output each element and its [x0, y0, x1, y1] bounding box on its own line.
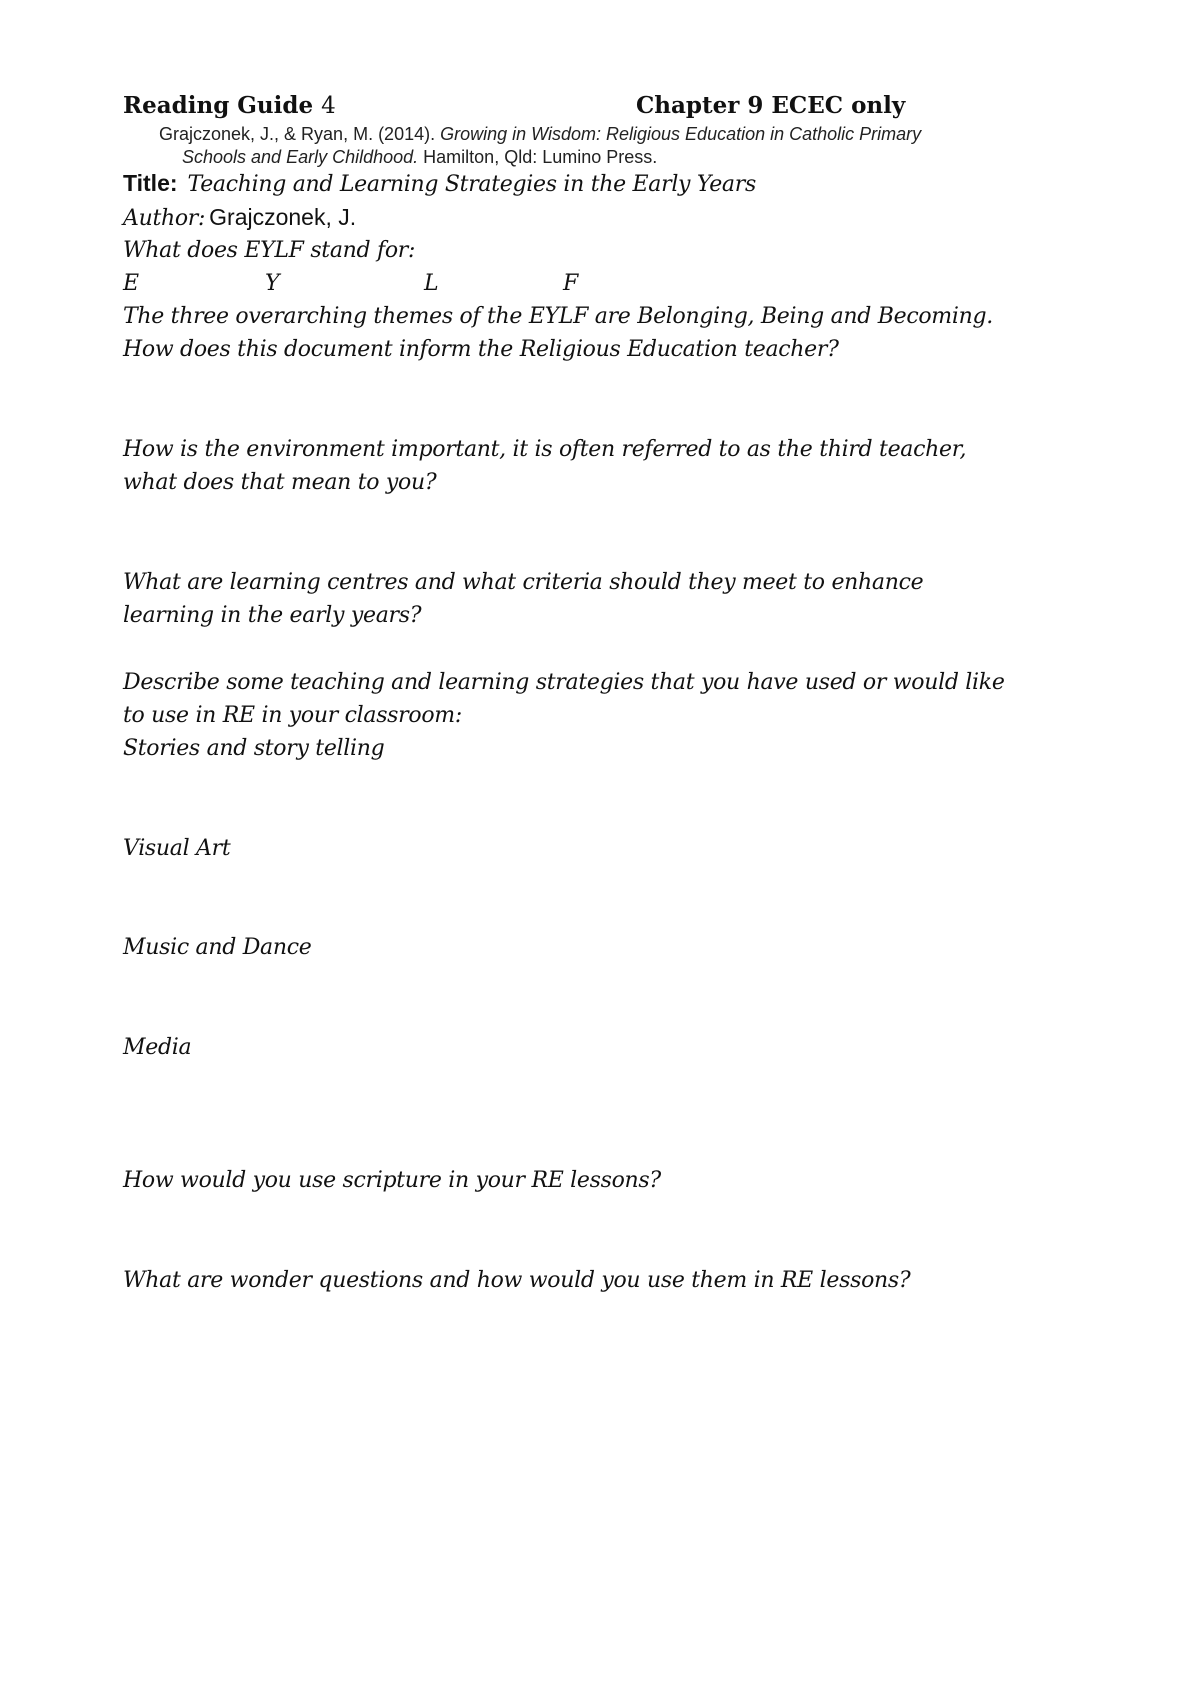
- strategy-music-dance: Music and Dance: [123, 935, 312, 960]
- environment-question-line-2: what does that mean to you?: [123, 470, 437, 495]
- chapter-heading: Chapter 9 ECEC only: [636, 92, 906, 119]
- citation-book-title-1: Growing in Wisdom: Religious Education in Catholic Primary: [440, 124, 922, 144]
- reading-guide-label: Reading Guide: [123, 92, 314, 119]
- reading-guide-heading: [123, 92, 336, 119]
- eylf-letter-e: E: [123, 271, 139, 296]
- reading-guide-number: 4: [321, 93, 336, 119]
- author-label: Author:: [123, 206, 206, 231]
- themes-statement: The three overarching themes of the EYLF are Belonging, Being and Becoming.: [123, 304, 993, 329]
- citation-book-title-2: Schools and Early Childhood.: [182, 147, 419, 167]
- eylf-question: What does EYLF stand for:: [123, 238, 416, 263]
- environment-question-line-1: How is the environment important, it is often referred to as the third teacher,: [123, 437, 967, 462]
- strategy-stories: Stories and story telling: [123, 736, 385, 761]
- scripture-question: How would you use scripture in your RE lessons?: [123, 1168, 661, 1193]
- citation-line-1: [159, 124, 921, 145]
- title-label: Title:: [123, 170, 178, 196]
- strategy-visual-art: Visual Art: [123, 836, 231, 861]
- strategies-question-line-2: to use in RE in your classroom:: [123, 703, 462, 728]
- centres-question-line-1: What are learning centres and what criteria should they meet to enhance: [123, 570, 924, 595]
- strategies-question-line-1: Describe some teaching and learning strategies that you have used or would like: [123, 670, 1005, 695]
- eylf-letter-y: Y: [265, 271, 280, 296]
- citation-line-2: [182, 147, 657, 168]
- eylf-letter-l: L: [424, 271, 439, 296]
- author-row: [123, 204, 356, 231]
- title-row: [123, 170, 756, 197]
- author-name: Grajczonek, J.: [209, 204, 357, 230]
- centres-question-line-2: learning in the early years?: [123, 603, 422, 628]
- citation-publisher: Hamilton, Qld: Lumino Press.: [423, 147, 658, 167]
- citation-authors: Grajczonek, J., & Ryan, M. (2014).: [159, 124, 436, 144]
- wonder-question: What are wonder questions and how would you use them in RE lessons?: [123, 1268, 911, 1293]
- inform-question: How does this document inform the Religious Education teacher?: [123, 337, 839, 362]
- chapter-title: Teaching and Learning Strategies in the Early Years: [187, 172, 756, 197]
- eylf-letter-f: F: [563, 271, 578, 296]
- strategy-media: Media: [123, 1035, 192, 1060]
